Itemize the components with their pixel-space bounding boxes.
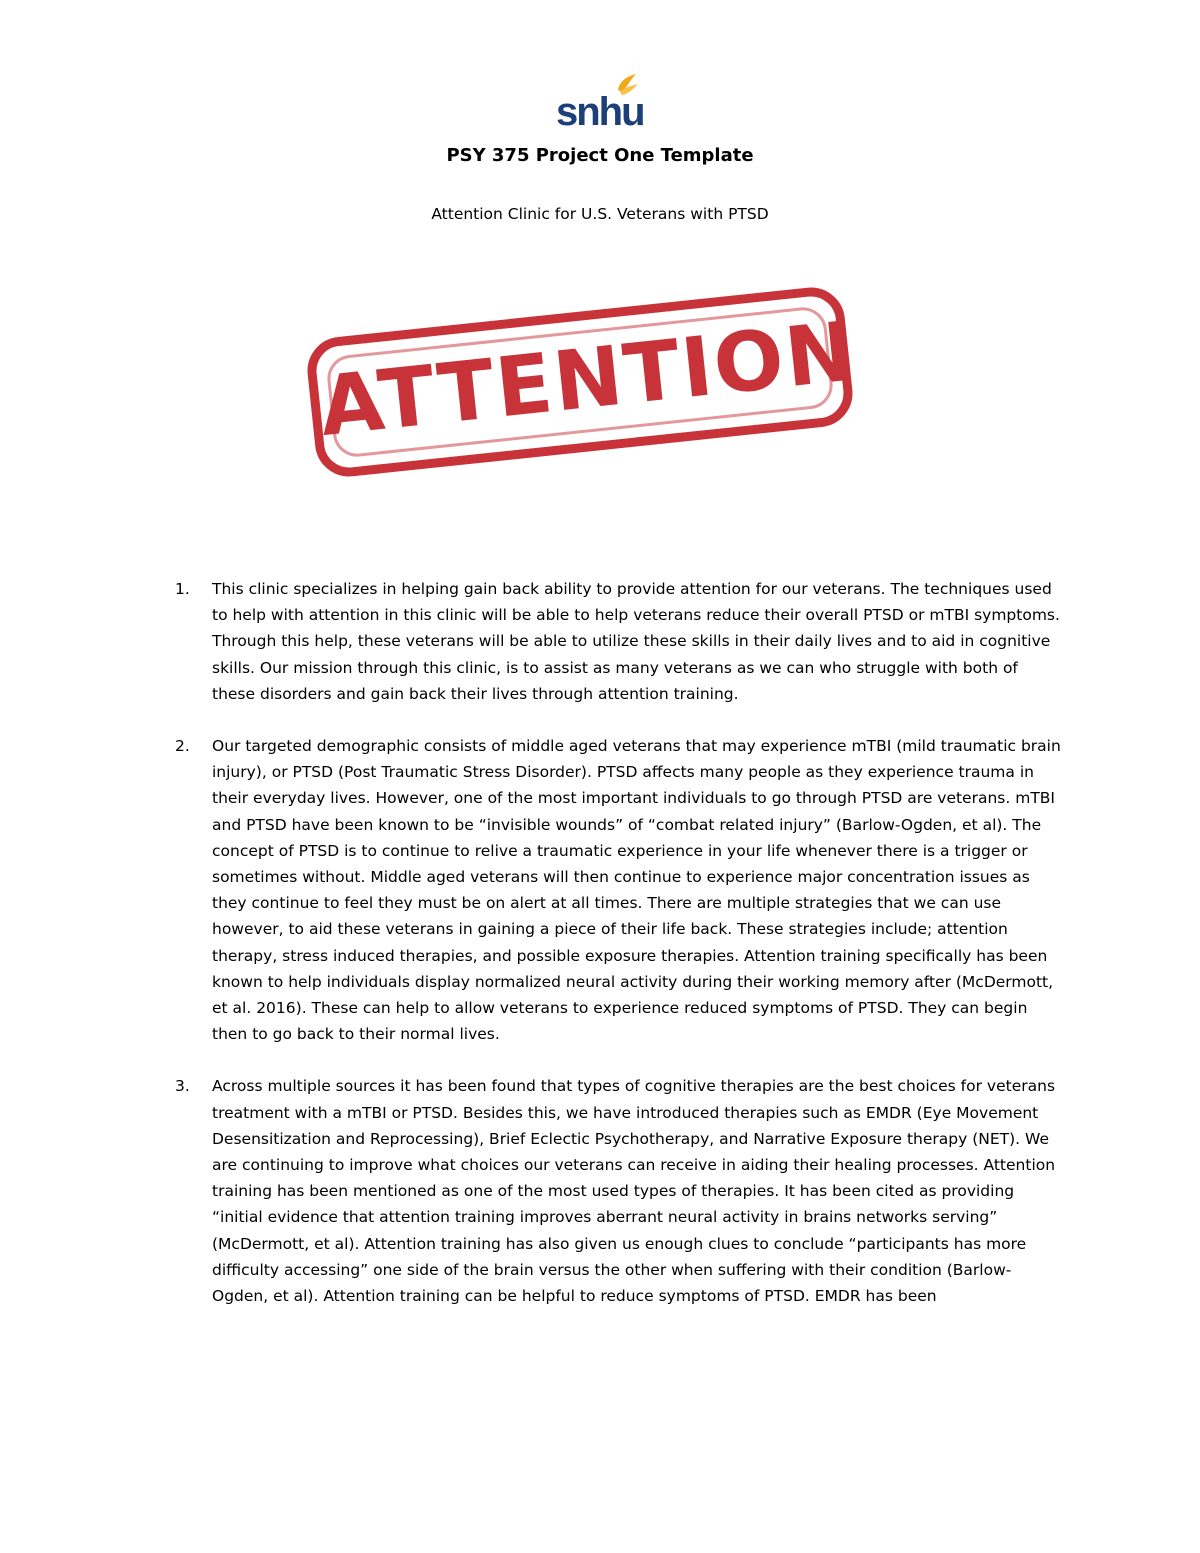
document-subtitle: Attention Clinic for U.S. Veterans with PTSD	[431, 205, 769, 223]
list-item-number: 2.	[175, 737, 190, 756]
list-item-text: This clinic specializes in helping gain back ability to provide attention for our veterans. The techniques used to help with attention in this clinic will be able to help veterans reduce their overall PTSD or mTBI symptoms. Through this help, these veterans will be able to utilize these skills in their daily lives and to aid in cognitive skills. Our mission through this clinic, is to assist as many veterans as we can who struggle with both of these disorders and gain back their lives through attention training.	[212, 580, 1060, 703]
list-item-number: 3.	[175, 1077, 190, 1096]
attention-stamp-image	[300, 262, 880, 532]
logo-text: snhu	[556, 90, 644, 134]
stamp-text: ATTENTION	[315, 304, 861, 456]
snhu-logo	[556, 72, 644, 134]
numbered-list	[0, 576, 1200, 1335]
stamp-border	[304, 284, 861, 480]
list-item	[0, 1073, 1200, 1309]
list-item-text: Across multiple sources it has been found that types of cognitive therapies are the best choices for veterans treatment with a mTBI or PTSD. Besides this, we have introduced therapies such as EMDR (Eye Movement Desensitization and Reprocessing), Brief Eclectic Psychotherapy, and Narrative Exposure therapy (NET). We are continuing to improve what choices our veterans can receive in aiding their healing processes. Attention training has been mentioned as one of the most used types of therapies. It has been cited as providing “initial evidence that attention training improves aberrant neural activity in brains networks serving” (McDermott, et al). Attention training has also given us enough clues to conclude “participants has more difficulty accessing” one side of the brain versus the other when suffering with their condition (Barlow-Ogden, et al). Attention training can be helpful to reduce symptoms of PTSD. EMDR has been	[212, 1077, 1056, 1306]
list-item	[0, 733, 1200, 1047]
list-item	[0, 576, 1200, 707]
list-item-number: 1.	[175, 580, 190, 598]
document-title: PSY 375 Project One Template	[446, 145, 754, 166]
list-item-text: Our targeted demographic consists of middle aged veterans that may experience mTBI (mild traumatic brain injury), or PTSD (Post Traumatic Stress Disorder). PTSD affects many people as they experience trauma in their everyday lives. However, one of the most important individuals to go through PTSD are veterans. mTBI and PTSD have been known to be “invisible wounds” of “combat related injury” (Barlow-Ogden, et al). The concept of PTSD is to continue to relive a traumatic experience in your life whenever there is a trigger or sometimes without. Middle aged veterans will then continue to experience major concentration issues as they continue to feel they must be on alert at all times. There are multiple strategies that we can use however, to aid these veterans in gaining a piece of their life back. These strategies include; attention therapy, stress induced therapies, and possible exposure therapies. Attention training specifically has been known to help individuals display normalized neural activity during their working memory after (McDermott, et al. 2016). These can help to allow veterans to experience reduced symptoms of PTSD. They can begin then to go back to their normal lives.	[212, 737, 1061, 1044]
